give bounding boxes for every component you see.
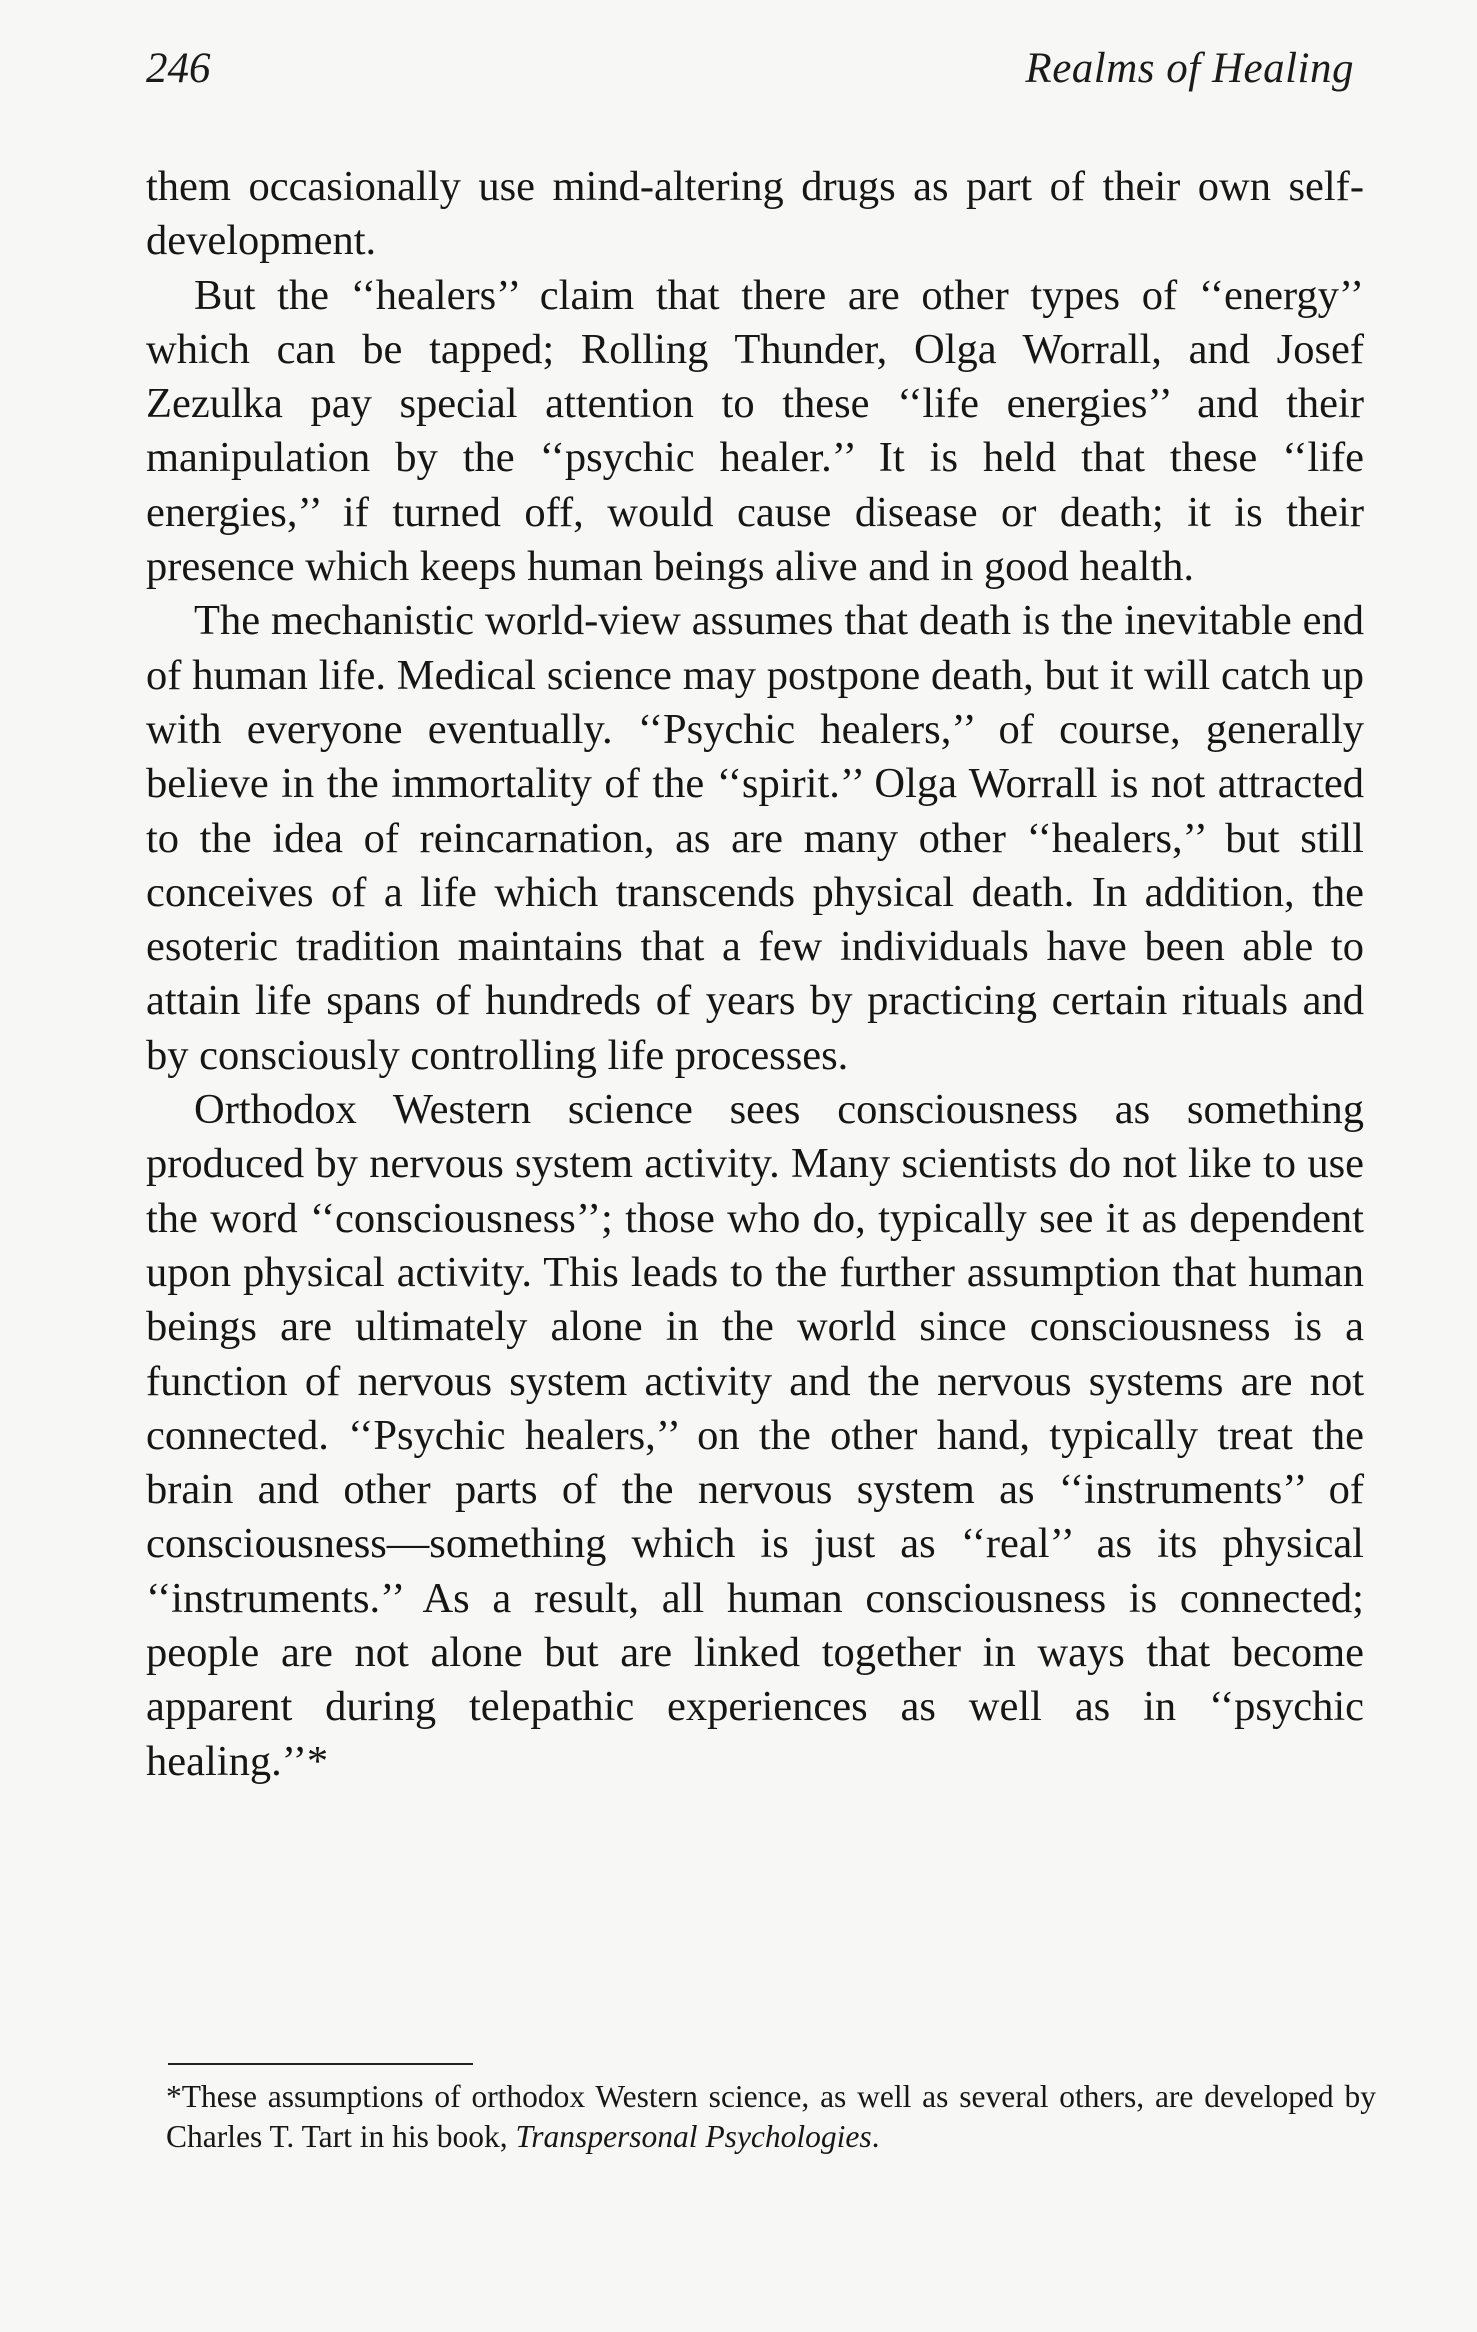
footnote-text: *These assumptions of orthodox Western science, as well as several others, are developed by Charles T. Tart in his book, [166, 2079, 1376, 2154]
paragraph-consciousness: Orthodox Western science sees consciousness as something produced by nervous system activity. Many scientists do not like to use the word ‘‘consciousness’’; those who do, typically see it as dependent upon physical activity. This leads to the further assumption that human beings are ultimately alone in the world since consciousness is a function of nervous system activity and the nervous systems are not connected. ‘‘Psychic healers,’’ on the other hand, typically treat the brain and other parts of the nervous system as ‘‘instruments’’ of consciousness—something which is just as ‘‘real’’ as its physical ‘‘instruments.’’ As a result, all human consciousness is connected; people are not alone but are linked together in ways that become apparent during telepathic experiences as well as in ‘‘psychic healing.’’* [146, 1086, 1364, 1785]
running-head-title: Realms of Healing [1025, 45, 1354, 92]
paragraph-mechanistic-worldview: The mechanistic world-view assumes that death is the inevitable end of human life. Medical science may postpone death, but it will catch up with everyone eventually. ‘‘Psychic healers,’’ of course, generally believe in the immortality of the ‘‘spirit.’’ Olga Worrall is not attracted to the idea of reincarnation, as are many other ‘‘healers,’’ but still conceives of a life which transcends physical death. In addition, the esoteric tradition maintains that a few individuals have been able to attain life spans of hundreds of years by practicing certain rituals and by consciously controlling life processes. [146, 597, 1364, 1079]
paragraph-life-energies: But the ‘‘healers’’ claim that there are other types of ‘‘energy’’ which can be tapped; Rolling Thunder, Olga Worrall, and Josef Zezulka pay special attention to these ‘‘life energies’’ and their manipulation by the ‘‘psychic healer.’’ It is held that these ‘‘life energies,’’ if turned off, would cause disease or death; it is their presence which keeps human beings alive and in good health. [146, 271, 1364, 591]
footnote-book-title: Transpersonal Psychologies [515, 2119, 872, 2154]
footnote-end: . [871, 2119, 880, 2154]
paragraph-continuation: them occasionally use mind-altering drugs as part of their own self-development. [146, 163, 1364, 265]
page-number: 246 [146, 45, 211, 92]
running-head [146, 38, 1354, 108]
footnote [166, 2077, 1376, 2157]
body-text [146, 160, 1364, 1789]
footnote-divider [168, 2063, 473, 2065]
